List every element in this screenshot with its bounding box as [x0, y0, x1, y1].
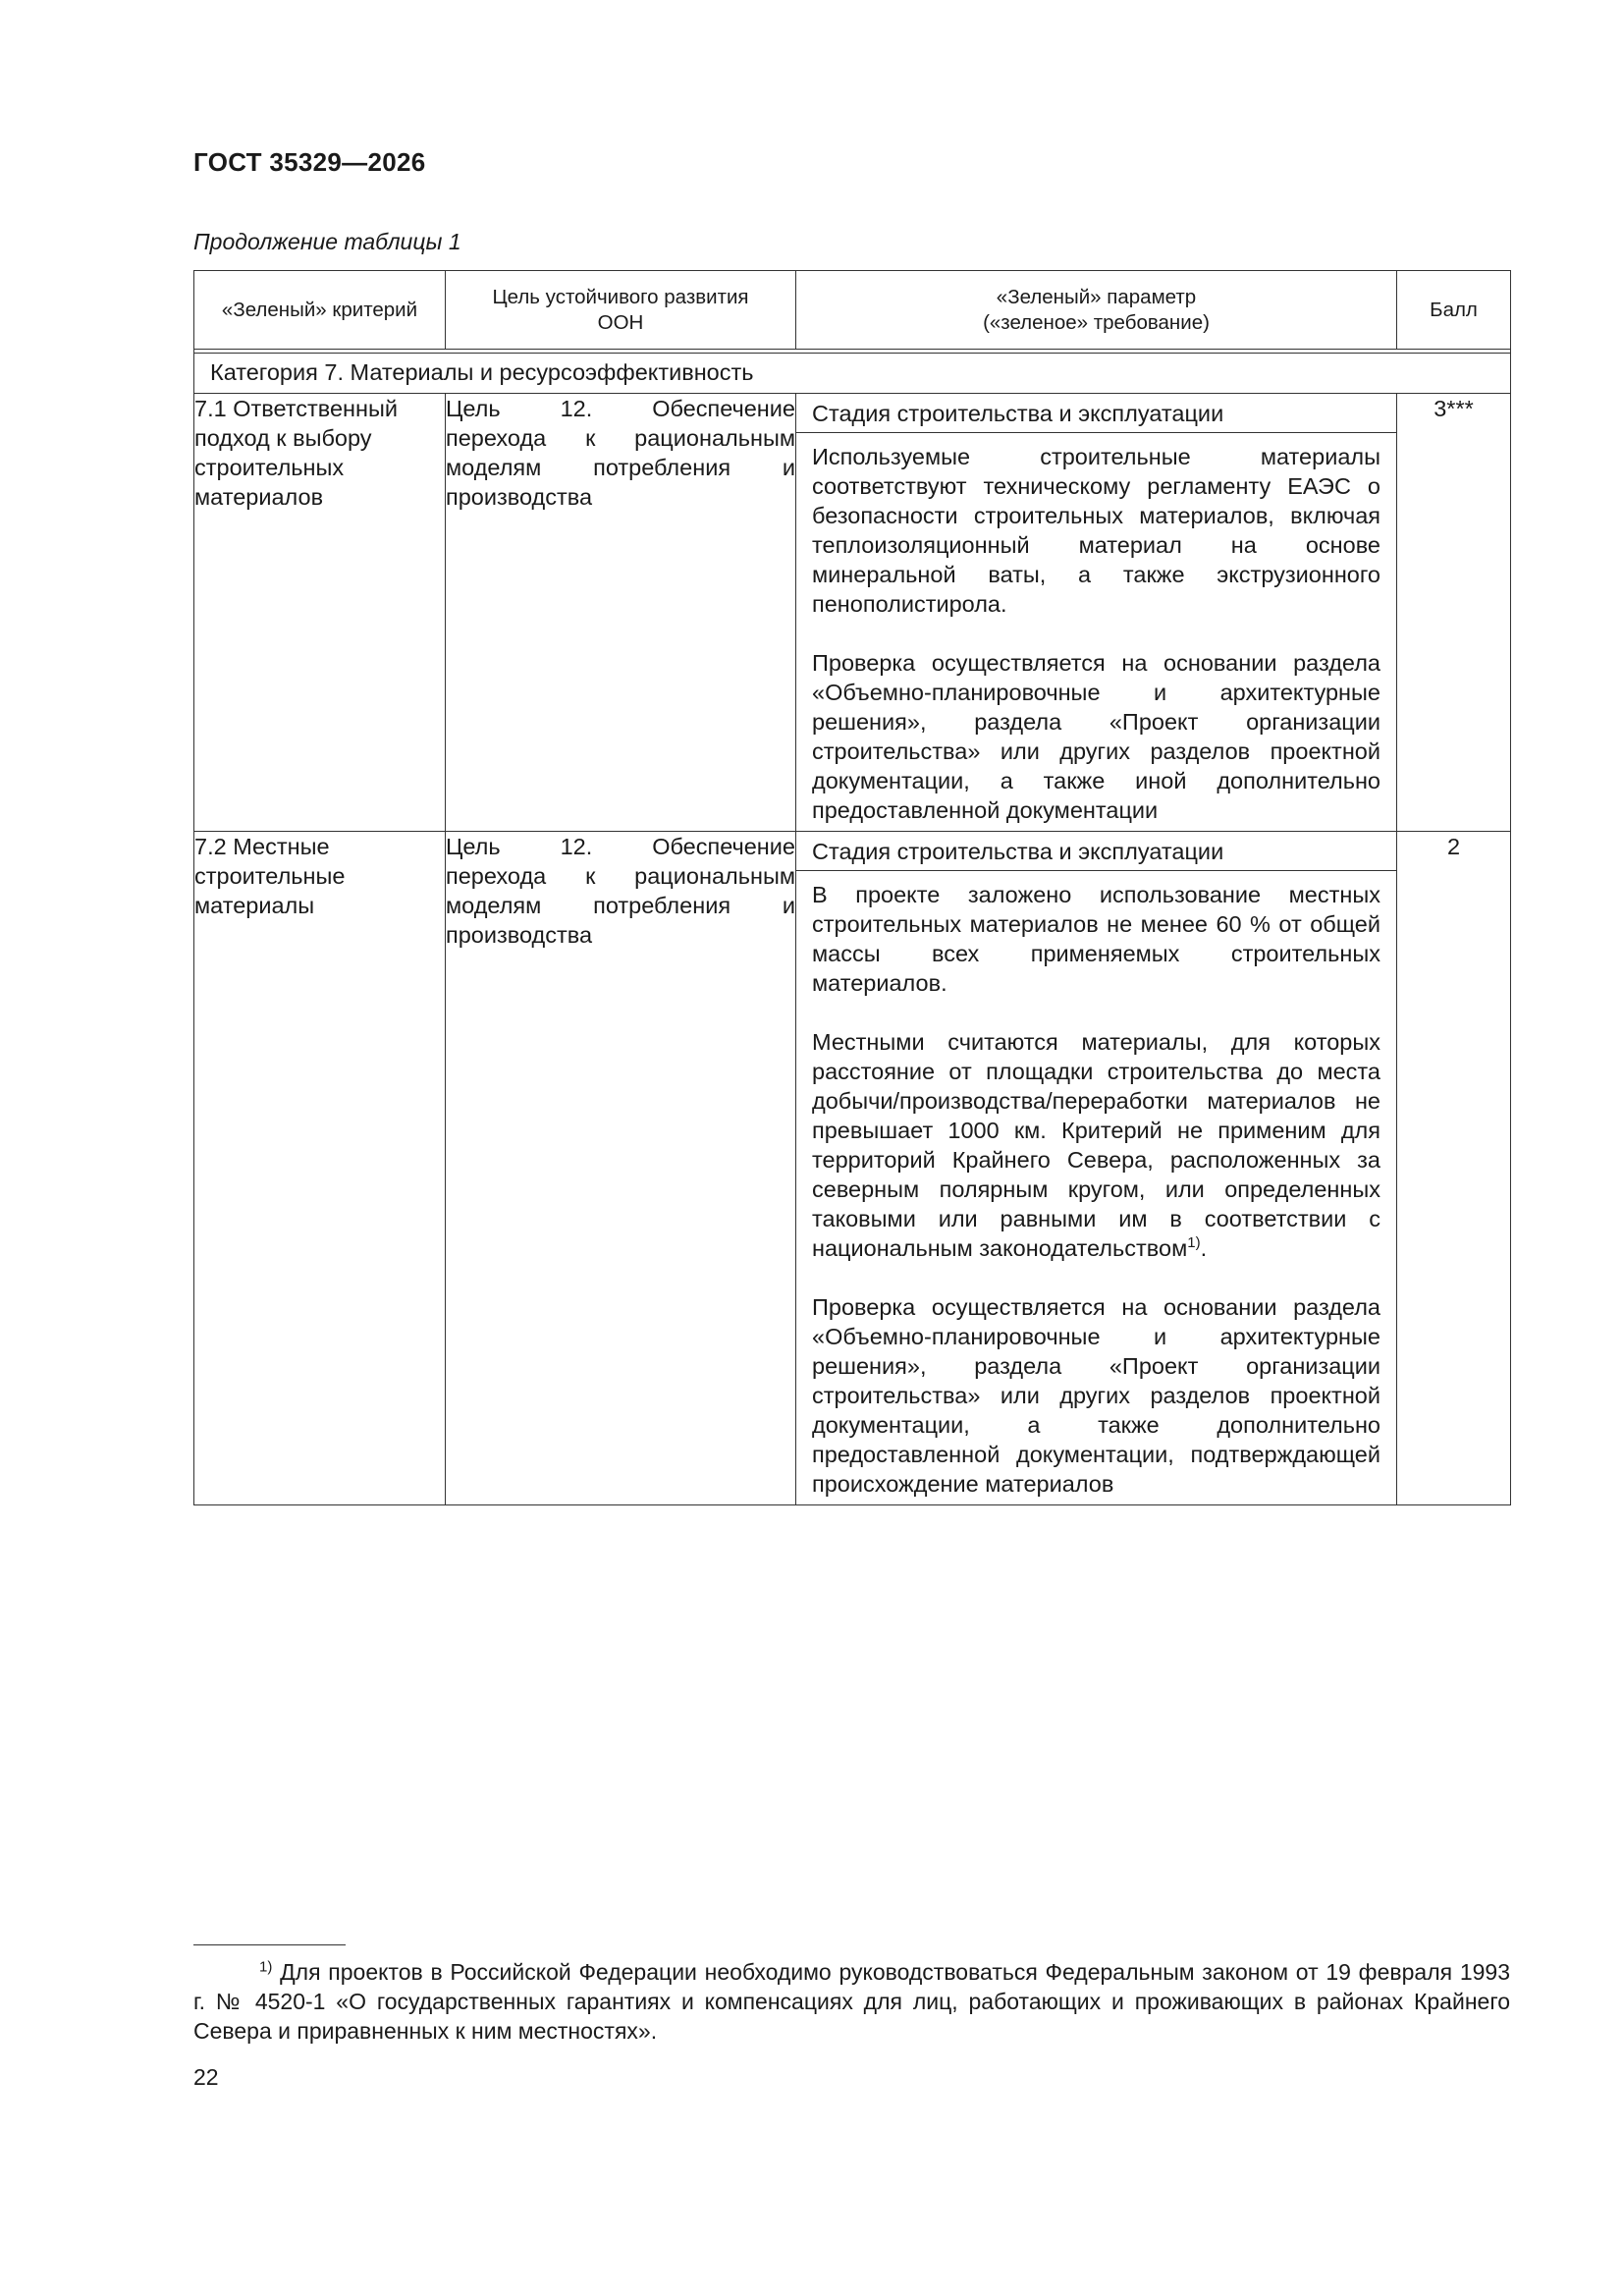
footnote-divider — [193, 1944, 346, 1945]
stage-label: Стадия строительства и эксплуатации — [796, 394, 1396, 433]
parameter-paragraph: Проверка осуществляется на основании раздела «Объемно-планировочные и архитектурные решения», раздела «Проект организации строительства» или других разделов проектной документации, а также дополнительно предоставленной документации, подтверждающей происхождение материалов — [812, 1294, 1380, 1497]
goal-cell — [446, 394, 796, 832]
goal-first-line — [446, 832, 795, 861]
score-cell: 3*** — [1397, 394, 1511, 832]
parameter-paragraph: В проекте заложено использование местных строительных материалов не менее 60 % от общей массы всех применяемых строительных материалов. — [812, 882, 1380, 996]
parameter-cell — [796, 832, 1397, 1505]
table-row — [194, 832, 1511, 1505]
parameter-paragraph — [812, 1027, 1380, 1263]
document-title: ГОСТ 35329—2026 — [193, 147, 426, 177]
goal-number: 12. — [560, 834, 593, 859]
goal-word: Цель — [446, 396, 501, 421]
parameter-text — [796, 871, 1396, 1504]
goal-first-line — [446, 394, 795, 423]
footnote — [193, 1957, 1510, 2046]
page-number: 22 — [193, 2064, 219, 2090]
stage-label: Стадия строительства и эксплуатации — [796, 832, 1396, 871]
goal-text: перехода к рациональным моделям потребления и производства — [446, 863, 795, 948]
table-row — [194, 394, 1511, 832]
sentence-end: . — [1200, 1235, 1208, 1261]
goal-word: Обеспечение — [652, 834, 795, 859]
footnote-text: Для проектов в Российской Федерации необходимо руководствоваться Федеральным законом от 19 февраля 1993 г. № 4520-1 «О государственных гарантиях и компенсациях для лиц, работающих и проживающих в районах Крайнего Севера и приравненных к ним местностях». — [193, 1959, 1510, 2044]
header-parameter — [796, 271, 1397, 350]
parameter-text — [796, 433, 1396, 831]
category-title: Категория 7. Материалы и ресурсоэффективность — [194, 354, 1511, 394]
category-row — [194, 354, 1511, 394]
goal-word: Обеспечение — [652, 396, 795, 421]
table-caption: Продолжение таблицы 1 — [193, 229, 461, 254]
score-cell: 2 — [1397, 832, 1511, 1505]
table-header-row — [194, 271, 1511, 350]
header-criterion: «Зеленый» критерий — [194, 271, 446, 350]
header-goal-line-1: Цель устойчивого развития — [492, 285, 749, 308]
goal-text: перехода к рациональным моделям потребления и производства — [446, 425, 795, 510]
goal-cell — [446, 832, 796, 1505]
header-score: Балл — [1397, 271, 1511, 350]
header-param-line-2: («зеленое» требование) — [983, 310, 1210, 334]
criterion-cell: 7.2 Местные строительные материалы — [194, 832, 446, 1505]
header-param-line-1: «Зеленый» параметр — [996, 285, 1197, 308]
footnote-mark: 1) — [259, 1958, 273, 1976]
criteria-table — [193, 270, 1511, 1505]
parameter-paragraph: Проверка осуществляется на основании раздела «Объемно-планировочные и архитектурные решения», раздела «Проект организации строительства» или других разделов проектной документации, а также иной дополнительно предоставленной документации — [812, 650, 1380, 823]
header-goal-line-2: ООН — [597, 310, 644, 334]
criterion-cell: 7.1 Ответственный подход к выбору строительных материалов — [194, 394, 446, 832]
goal-number: 12. — [560, 396, 593, 421]
footnote-reference: 1) — [1187, 1234, 1201, 1252]
header-goal — [446, 271, 796, 350]
goal-word: Цель — [446, 834, 501, 859]
parameter-paragraph: Используемые строительные материалы соответствуют техническому регламенту ЕАЭС о безопасности строительных материалов, включая теплоизоляционный материал на основе минеральной ваты, а также экструзионного пенополистирола. — [812, 444, 1380, 617]
local-materials-text: Местными считаются материалы, для которых расстояние от площадки строительства до места добычи/производства/переработки материалов не превышает 1000 км. Критерий не применим для территорий Крайнего Севера, расположенных за северным полярным кругом, или определенных таковыми или равными им в соответствии с национальным законодательством — [812, 1029, 1380, 1261]
parameter-cell — [796, 394, 1397, 832]
